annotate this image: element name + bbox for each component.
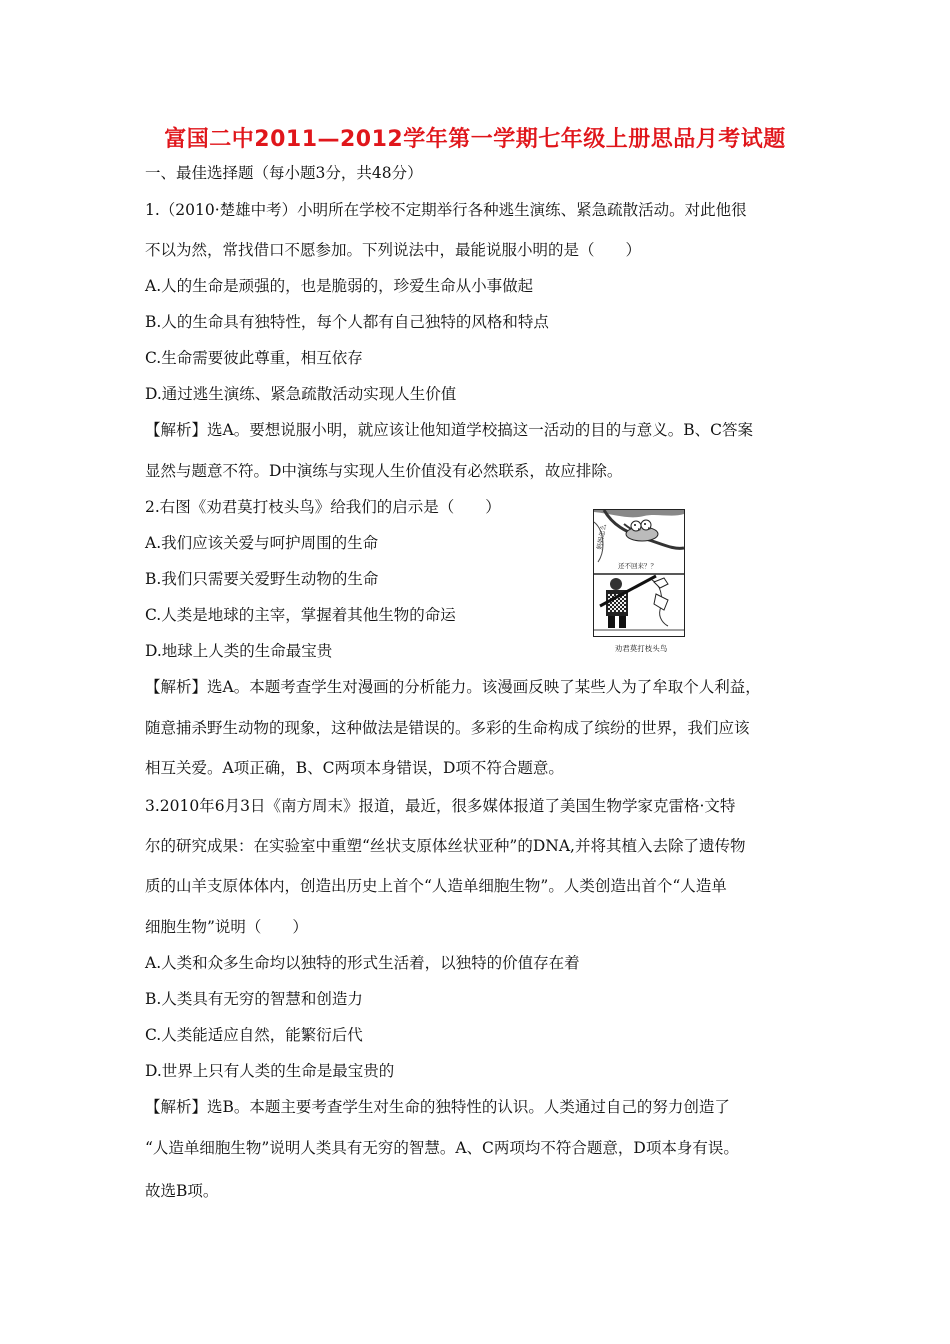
- q3-option-d: D.世界上只有人类的生命是最宝贵的: [145, 1062, 395, 1080]
- q3-stem-line-3: 质的山羊支原体体内，创造出历史上首个“人造单细胞生物”。人类创造出首个“人造单: [145, 877, 727, 895]
- q3-explanation-line-3: 故选B项。: [145, 1182, 219, 1200]
- cartoon-caption: 劝君莫打枝头鸟: [614, 644, 668, 653]
- q1-stem-line-2: 不以为然，常找借口不愿参加。下列说法中，最能说服小明的是（ ）: [145, 241, 642, 259]
- q1-option-d: D.通过逃生演练、紧急疏散活动实现人生价值: [145, 385, 457, 403]
- q1-option-b: B.人的生命具有独特性，每个人都有自己独特的风格和特点: [145, 313, 549, 331]
- q3-stem-line-4: 细胞生物”说明（ ）: [145, 918, 308, 936]
- cartoon-bubble-2: 还不回来？？: [618, 562, 657, 570]
- q2-explanation-line-1: 【解析】选A。本题考查学生对漫画的分析能力。该漫画反映了某些人为了牟取个人利益，: [145, 678, 761, 696]
- page-title: 富国二中2011—2012学年第一学期七年级上册思品月考试题: [164, 127, 786, 152]
- q2-explanation-line-3: 相互关爱。A项正确，B、C两项本身错误，D项不符合题意。: [145, 759, 564, 777]
- q3-explanation-line-1: 【解析】选B。本题主要考查学生对生命的独特性的认识。人类通过自己的努力创造了: [145, 1098, 730, 1116]
- q2-option-d: D.地球上人类的生命最宝贵: [145, 642, 333, 660]
- q1-explanation-line-1: 【解析】选A。要想说服小明，就应该让他知道学校搞这一活动的目的与意义。B、C答案: [145, 421, 753, 439]
- cartoon-image: [593, 509, 685, 637]
- q3-explanation-line-2: “人造单细胞生物”说明人类具有无穷的智慧。A、C两项均不符合题意，D项本身有误。: [145, 1139, 739, 1157]
- q2-option-b: B.我们只需要关爱野生动物的生命: [145, 570, 379, 588]
- q2-stem: 2.右图《劝君莫打枝头鸟》给我们的启示是（ ）: [145, 498, 501, 516]
- q1-stem-line-1: 1.（2010·楚雄中考）小明所在学校不定期举行各种逃生演练、紧急疏散活动。对此他很: [145, 201, 747, 219]
- q3-stem-line-2: 尔的研究成果：在实验室中重塑“丝状支原体丝状亚种”的DNA,并将其植入去除了遗传物: [145, 837, 746, 855]
- q2-option-a: A.我们应该关爱与呵护周围的生命: [145, 534, 379, 552]
- q1-option-a: A.人的生命是顽强的，也是脆弱的，珍爱生命从小事做起: [145, 277, 534, 295]
- q3-option-a: A.人类和众多生命均以独特的形式生活着，以独特的价值存在着: [145, 954, 580, 972]
- q2-option-c: C.人类是地球的主宰，掌握着其他生物的命运: [145, 606, 456, 624]
- q3-stem-line-1: 3.2010年6月3日《南方周末》报道，最近，很多媒体报道了美国生物学家克雷格·文特: [145, 797, 736, 815]
- cartoon-bubble-1: 妈妈怎么: [595, 523, 608, 551]
- q3-option-b: B.人类具有无穷的智慧和创造力: [145, 990, 363, 1008]
- section-heading: 一、最佳选择题（每小题3分，共48分）: [145, 164, 423, 182]
- q2-explanation-line-2: 随意捕杀野生动物的现象，这种做法是错误的。多彩的生命构成了缤纷的世界，我们应该: [145, 719, 750, 737]
- cartoon-drawing: [594, 510, 684, 636]
- q1-option-c: C.生命需要彼此尊重，相互依存: [145, 349, 363, 367]
- q3-option-c: C.人类能适应自然，能繁衍后代: [145, 1026, 363, 1044]
- q1-explanation-line-2: 显然与题意不符。D中演练与实现人生价值没有必然联系，故应排除。: [145, 462, 623, 480]
